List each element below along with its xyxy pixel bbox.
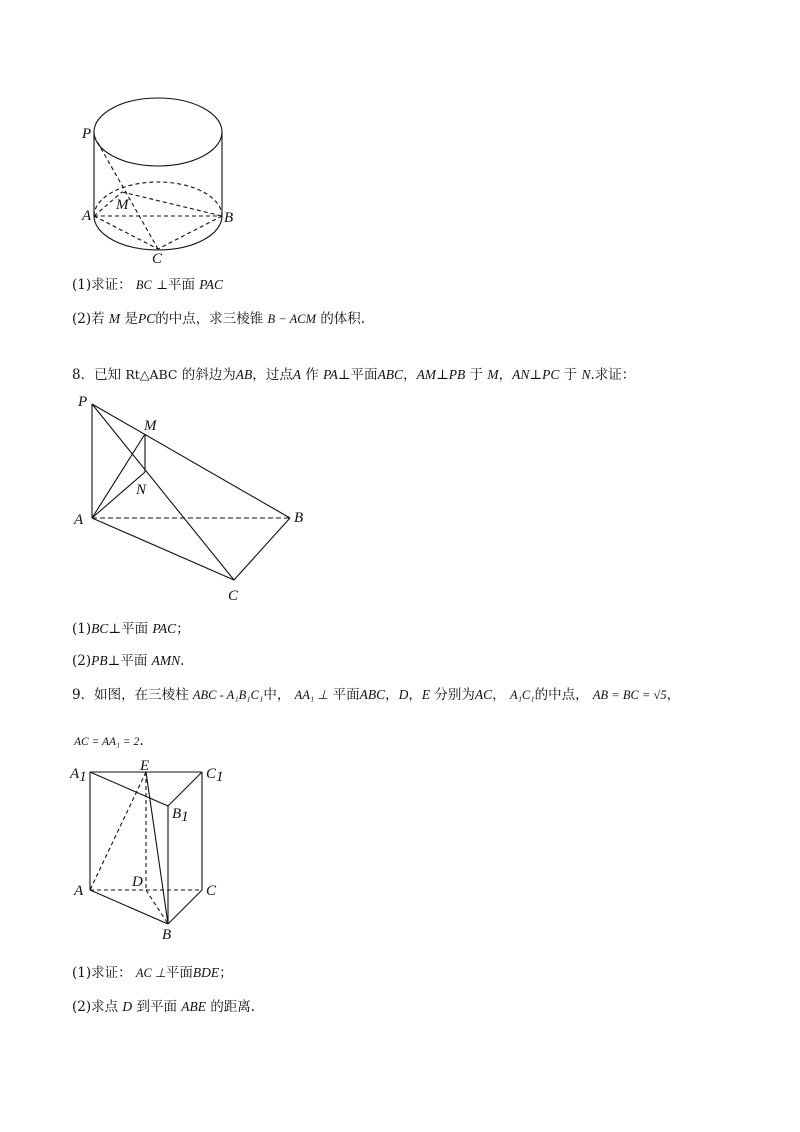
q9-line2-end: .	[139, 733, 144, 749]
q8-part1	[72, 620, 190, 638]
q9-part1-math: AC ⊥	[135, 966, 166, 980]
q8-a: A	[292, 367, 301, 382]
cylinder-top-ellipse	[94, 98, 222, 166]
q9-ac: AC	[474, 687, 493, 702]
segment-bc	[234, 518, 290, 580]
label-a: A	[82, 208, 92, 224]
segment-pb	[92, 404, 290, 518]
q7-part2-prefix: (2)若	[72, 311, 105, 327]
q7-part1-bc: BC	[135, 278, 152, 292]
q7-part1-perp: ⊥	[156, 277, 168, 292]
q7-part2-suffix: 的体积.	[320, 311, 366, 327]
q8-part1-bc: BC	[91, 621, 109, 636]
q8-part1-text: ⊥平面	[108, 621, 149, 637]
q7-part2-pc: PC	[137, 311, 156, 326]
q8-ab: AB	[235, 367, 253, 382]
q9-part1	[72, 964, 233, 982]
q8-text1: 的斜边为	[181, 367, 236, 383]
q9-text2: 平面	[332, 687, 360, 703]
label-a: A	[74, 512, 84, 528]
q9-part2-d: D	[122, 999, 133, 1014]
q9-text3: ，	[385, 687, 399, 703]
q7-part1-prefix: (1)求证：	[72, 277, 132, 293]
label-m: M	[144, 418, 157, 434]
segment-ac	[94, 216, 158, 249]
q8-n: N	[581, 367, 591, 382]
label-e: E	[140, 758, 150, 774]
q9-ab-bc: AB = BC = √5	[592, 688, 667, 702]
segment-ae	[90, 772, 146, 890]
label-p: P	[82, 126, 92, 142]
q9-part1-prefix: (1)求证：	[72, 965, 132, 981]
q9-number: 9．如图，在三棱柱	[72, 687, 189, 703]
q8-part2-end: .	[180, 653, 185, 669]
q8-part1-prefix: (1)	[72, 621, 92, 637]
label-b: B	[162, 927, 172, 943]
q8-part2	[72, 652, 184, 670]
segment-b1c1	[168, 772, 202, 806]
q8-part2-pb: PB	[91, 653, 108, 668]
q8-comma1: ，	[403, 367, 417, 383]
label-a1: A1	[70, 766, 87, 785]
q9-e: E	[421, 687, 431, 702]
label-n: N	[136, 482, 147, 498]
q8-text3: 作	[305, 367, 319, 383]
q9-text5: 分别为	[434, 687, 475, 703]
figure-prism	[68, 758, 238, 943]
segment-am	[92, 434, 145, 518]
q8-am: AM	[416, 367, 437, 382]
q9-statement	[72, 686, 680, 704]
segment-be	[146, 772, 168, 924]
q8-text8: 于	[563, 367, 578, 383]
segment-ac	[92, 518, 234, 580]
q9-prism: ABC - A₁B₁C₁	[192, 688, 264, 702]
q7-part2-is: 是	[124, 311, 138, 327]
q8-pa: PA	[323, 367, 338, 382]
label-m: M	[116, 197, 129, 213]
q8-part1-end: ；	[176, 621, 190, 637]
q8-statement	[72, 366, 635, 384]
label-a: A	[74, 883, 84, 899]
q9-part2-abe: ABE	[181, 999, 207, 1014]
q8-abc: ABC	[377, 367, 404, 382]
q9-part1-end: ；	[219, 965, 233, 981]
q9-text1: 中，	[263, 687, 291, 703]
q9-text6: ，	[492, 687, 506, 703]
label-b: B	[294, 510, 304, 526]
q9-ac-aa1: AC = AA₁ = 2	[74, 736, 140, 748]
q8-text4: ⊥平面	[337, 367, 378, 383]
q7-part1-plane: 平面	[167, 277, 195, 293]
q9-part1-plane: 平面	[165, 965, 193, 981]
q8-part2-text: ⊥平面	[107, 653, 148, 669]
q8-text2: ，过点	[252, 367, 293, 383]
label-c1: C1	[206, 766, 224, 785]
q9-text7: 的中点，	[534, 687, 589, 703]
label-c: C	[228, 588, 239, 604]
q8-text6: 于	[469, 367, 484, 383]
figure-cylinder	[78, 98, 248, 268]
q8-part2-amn: AMN	[151, 653, 181, 668]
q8-an: AN	[512, 367, 530, 382]
q9-a1c1: A₁C₁	[509, 688, 535, 702]
q8-pc: PC	[542, 367, 560, 382]
q7-part1-pac: PAC	[199, 277, 224, 292]
label-d: D	[132, 874, 143, 890]
q7-part2-mid: 的中点，求三棱锥	[155, 311, 264, 327]
figure-tetrahedron	[72, 392, 312, 607]
q8-text7: ⊥	[529, 367, 543, 383]
q9-part2-end: 的距离.	[210, 999, 256, 1015]
q7-part2-m: M	[108, 311, 121, 326]
q8-part1-pac: PAC	[152, 621, 177, 636]
q7-part2-math: B − ACM	[267, 312, 317, 326]
q9-line2	[74, 732, 144, 751]
q9-aa1: AA₁ ⊥	[294, 688, 329, 702]
q9-part2	[72, 998, 255, 1016]
cylinder-bottom-front	[94, 216, 222, 250]
q8-m: M	[487, 367, 499, 382]
label-c: C	[206, 883, 217, 899]
q7-part1	[72, 276, 223, 294]
q9-abc: ABC	[359, 687, 386, 702]
label-b1: B1	[172, 806, 189, 825]
label-c: C	[152, 251, 163, 267]
segment-bc	[168, 890, 202, 924]
q9-text8: ，	[666, 687, 681, 703]
label-p: P	[78, 394, 88, 410]
segment-pc	[92, 404, 234, 580]
segment-ab	[90, 890, 168, 924]
q9-part2-text: 到平面	[136, 999, 177, 1015]
q8-part2-prefix: (2)	[72, 653, 92, 669]
q9-part1-bde: BDE	[192, 965, 220, 980]
q8-text5: ⊥	[436, 367, 449, 383]
q7-part2	[72, 310, 365, 328]
q9-text4: ，	[408, 687, 422, 703]
q8-rt: Rt△ABC	[125, 367, 178, 382]
q9-d: D	[398, 687, 409, 702]
segment-bc	[158, 216, 222, 249]
cylinder-bottom-back	[94, 182, 222, 216]
label-b: B	[224, 210, 234, 226]
q8-text9: .求证：	[590, 367, 636, 383]
q9-part2-prefix: (2)求点	[72, 999, 119, 1015]
q8-pb: PB	[448, 367, 466, 382]
q8-number: 8．已知	[72, 367, 122, 383]
q8-comma2: ，	[498, 367, 513, 383]
segment-a1b1	[90, 772, 168, 806]
